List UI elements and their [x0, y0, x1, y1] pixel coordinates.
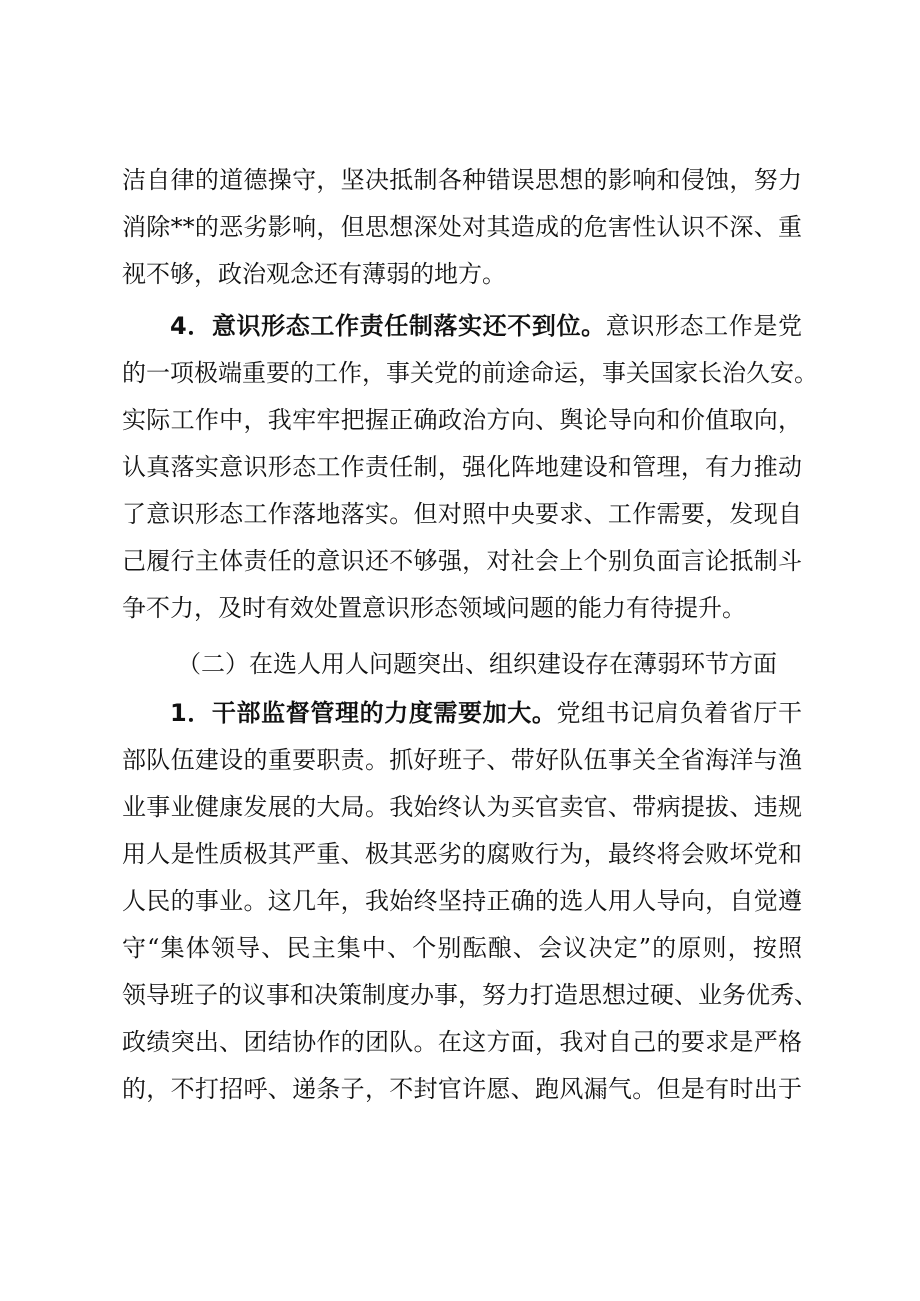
paragraph-line: 的，不打招呼、递条子，不封官许愿、跑风漏气。但是有时出于: [122, 1075, 802, 1103]
item-heading: 1．干部监督管理的力度需要加大。: [170, 699, 557, 727]
paragraph-text: 意识形态工作是党: [605, 312, 803, 340]
paragraph-line: 实际工作中，我牢牢把握正确政治方向、舆论导向和价值取向，: [122, 406, 802, 434]
paragraph-first-line: [122, 693, 802, 733]
section-subheading: （二）在选人用人问题突出、组织建设存在薄弱环节方面: [177, 650, 777, 678]
paragraph-first-line: [122, 306, 802, 346]
paragraph-line: 己履行主体责任的意识还不够强，对社会上个别负面言论抵制斗: [122, 547, 802, 575]
paragraph-line: 业事业健康发展的大局。我始终认为买官卖官、带病提拔、违规: [122, 793, 802, 821]
paragraph-line: 部队伍建设的重要职责。抓好班子、带好队伍事关全省海洋与渔: [122, 746, 802, 774]
paragraph-line: 政绩突出、团结协作的团队。在这方面，我对自己的要求是严格: [122, 1028, 802, 1056]
paragraph-line: 了意识形态工作落地落实。但对照中央要求、工作需要，发现自: [122, 500, 802, 528]
paragraph-line: 的一项极端重要的工作，事关党的前途命运，事关国家长治久安。: [122, 359, 818, 387]
paragraph-line: 视不够，政治观念还有薄弱的地方。: [122, 260, 506, 288]
paragraph-text: 党组书记肩负着省厅干: [556, 699, 803, 727]
paragraph-line: 领导班子的议事和决策制度办事，努力打造思想过硬、业务优秀、: [122, 981, 818, 1009]
paragraph-line: 人民的事业。这几年，我始终坚持正确的选人用人导向，自觉遵: [122, 887, 802, 915]
paragraph-line: 争不力，及时有效处置意识形态领域问题的能力有待提升。: [122, 594, 746, 622]
paragraph-line: 用人是性质极其严重、极其恶劣的腐败行为，最终将会败坏党和: [122, 840, 802, 868]
item-heading: 4．意识形态工作责任制落实还不到位。: [170, 312, 606, 340]
paragraph-line: 认真落实意识形态工作责任制，强化阵地建设和管理，有力推动: [122, 453, 802, 481]
paragraph-line: 消除**的恶劣影响，但思想深处对其造成的危害性认识不深、重: [122, 213, 802, 241]
paragraph-line: 守“集体领导、民主集中、个别酝酿、会议决定”的原则，按照: [122, 934, 802, 962]
paragraph-line: 洁自律的道德操守，坚决抵制各种错误思想的影响和侵蚀，努力: [122, 166, 802, 194]
